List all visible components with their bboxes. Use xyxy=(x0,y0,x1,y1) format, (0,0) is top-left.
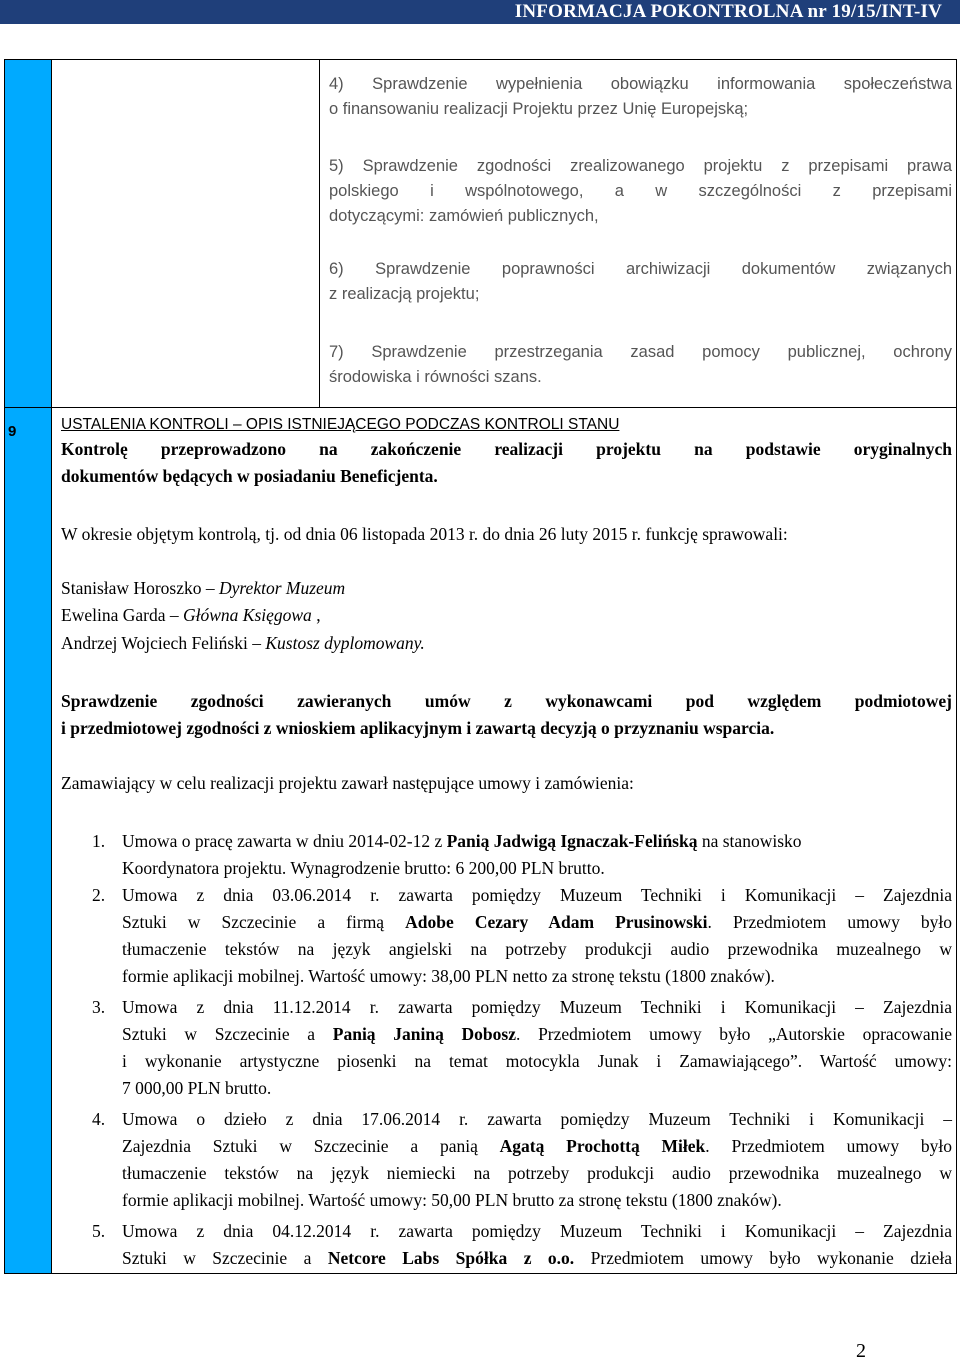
contract-2-line-4: formie aplikacji mobilnej. Wartość umowy: 38,00 PLN netto za stronę tekstu (1800 znaków). xyxy=(122,966,775,986)
person-name: Stanisław Horoszko xyxy=(61,578,202,598)
row-divider xyxy=(5,407,956,408)
person-line xyxy=(61,603,321,628)
page-number: 2 xyxy=(856,1340,866,1362)
contract-2-line-3: tłumaczenie tekstów na język angielski na potrzeby produkcji audio przewodnika muzealnego w xyxy=(122,939,952,959)
item-6-line-1: 6) Sprawdzenie poprawności archiwizacji dokumentów związanych xyxy=(329,260,952,278)
check-line-2: i przedmiotowej zgodności z wnioskiem aplikacyjnym i zawartą decyzją o przyznaniu wsparcia. xyxy=(61,718,775,738)
text: . Przedmiotem umowy było xyxy=(707,912,952,932)
orders-intro: Zamawiający w celu realizacji projektu zawarł następujące umowy i zamówienia: xyxy=(61,773,634,793)
contractor-name: Agatą Prochottą Miłek xyxy=(499,1136,706,1156)
contract-3-line-1: Umowa z dnia 11.12.2014 r. zawarta pomiędzy Muzeum Techniki i Komunikacji – Zajezdnia xyxy=(122,997,952,1017)
text: . Przedmiotem umowy było „Autorskie opracowanie xyxy=(516,1024,953,1044)
contract-3-line-2 xyxy=(122,1022,952,1047)
contract-2-line-1: Umowa z dnia 03.06.2014 r. zawarta pomiędzy Muzeum Techniki i Komunikacji – Zajezdnia xyxy=(122,885,952,905)
suffix: , xyxy=(311,605,321,625)
contract-number: 2. xyxy=(92,885,106,905)
text: Umowa o pracę zawarta w dniu 2014-02-12 z xyxy=(122,831,447,851)
contract-number: 3. xyxy=(92,997,106,1017)
row-number: 9 xyxy=(8,423,17,440)
dash: – xyxy=(201,578,219,598)
person-line xyxy=(61,631,425,656)
text: Sztuki w Szczecinie a firmą xyxy=(122,912,406,932)
check-line-1: Sprawdzenie zgodności zawieranych umów z wykonawcami pod względem podmiotowej xyxy=(61,691,952,711)
column-divider xyxy=(51,60,52,1273)
person-name: Ewelina Garda xyxy=(61,605,166,625)
document-title: INFORMACJA POKONTROLNA nr 19/15/INT-IV xyxy=(514,1,942,22)
contract-5-line-2 xyxy=(122,1246,952,1271)
text: na stanowisko xyxy=(697,831,802,851)
contract-number: 5. xyxy=(92,1221,106,1241)
contract-number: 4. xyxy=(92,1109,106,1129)
item-6-line-2: z realizacją projektu; xyxy=(329,285,480,303)
text: Przedmiotem umowy było wykonanie dzieła xyxy=(574,1248,952,1268)
intro-line-1: Kontrolę przeprowadzono na zakończenie realizacji projektu na podstawie oryginalnych xyxy=(61,439,952,459)
contract-2-line-2 xyxy=(122,910,952,935)
contract-1-line-1 xyxy=(122,829,802,854)
contractor-name: Adobe Cezary Adam Prusinowski xyxy=(405,912,708,932)
contract-4-line-4: formie aplikacji mobilnej. Wartość umowy: 50,00 PLN brutto za stronę tekstu (1800 znaków). xyxy=(122,1190,782,1210)
contract-3-line-3: i wykonanie artystyczne piosenki na temat motocykla Junak i Zamawiającego”. Wartość umowy: xyxy=(122,1051,952,1071)
upper-row-inner-divider xyxy=(319,60,320,407)
item-4-line-2: o finansowaniu realizacji Projektu przez Unię Europejską; xyxy=(329,100,749,118)
dash: – xyxy=(165,605,183,625)
dash: – xyxy=(247,633,266,653)
period-text: W okresie objętym kontrolą, tj. od dnia 06 listopada 2013 r. do dnia 26 luty 2015 r. funkcję sprawowali: xyxy=(61,524,788,544)
text: Zajezdnia Sztuki w Szczecinie a panią xyxy=(122,1136,500,1156)
item-5-line-3: dotyczącymi: zamówień publicznych, xyxy=(329,207,599,225)
contractor-name: Panią Jadwigą Ignaczak-Felińską xyxy=(446,831,698,851)
section-heading: USTALENIA KONTROLI – OPIS ISTNIEJĄCEGO PODCZAS KONTROLI STANU xyxy=(61,416,620,433)
person-name: Andrzej Wojciech Feliński xyxy=(61,633,248,653)
person-role: Kustosz dyplomowany. xyxy=(265,633,425,653)
intro-line-2: dokumentów będących w posiadaniu Beneficjenta. xyxy=(61,466,438,486)
contract-4-line-2 xyxy=(122,1134,952,1159)
item-5-line-2: polskiego i wspólnotowego, a w szczególności z przepisami xyxy=(329,182,952,200)
contract-5-line-1: Umowa z dnia 04.12.2014 r. zawarta pomiędzy Muzeum Techniki i Komunikacji – Zajezdnia xyxy=(122,1221,952,1241)
person-role: Główna Księgowa xyxy=(182,605,312,625)
item-7-line-1: 7) Sprawdzenie przestrzegania zasad pomocy publicznej, ochrony xyxy=(329,343,952,361)
contract-4-line-1: Umowa o dzieło z dnia 17.06.2014 r. zawarta pomiędzy Muzeum Techniki i Komunikacji – xyxy=(122,1109,952,1129)
text: Sztuki w Szczecinie a xyxy=(122,1248,328,1268)
item-5-line-1: 5) Sprawdzenie zgodności zrealizowanego projektu z przepisami prawa xyxy=(329,157,952,175)
text: Sztuki w Szczecinie a xyxy=(122,1024,333,1044)
contract-number: 1. xyxy=(92,831,106,851)
person-line xyxy=(61,576,345,601)
contract-3-line-4: 7 000,00 PLN brutto. xyxy=(122,1078,272,1098)
item-7-line-2: środowiska i równości szans. xyxy=(329,368,542,386)
item-4-line-1: 4) Sprawdzenie wypełnienia obowiązku informowania społeczeństwa xyxy=(329,75,952,93)
contract-4-line-3: tłumaczenie tekstów na język niemiecki na potrzeby produkcji audio przewodnika muzealnego w xyxy=(122,1163,952,1183)
person-role: Dyrektor Muzeum xyxy=(218,578,346,598)
contractor-name: Netcore Labs Spółka z o.o. xyxy=(327,1248,575,1268)
contractor-name: Panią Janiną Dobosz xyxy=(332,1024,516,1044)
contract-1-line-2: Koordynatora projektu. Wynagrodzenie brutto: 6 200,00 PLN brutto. xyxy=(122,858,605,878)
text: . Przedmiotem umowy było xyxy=(705,1136,952,1156)
